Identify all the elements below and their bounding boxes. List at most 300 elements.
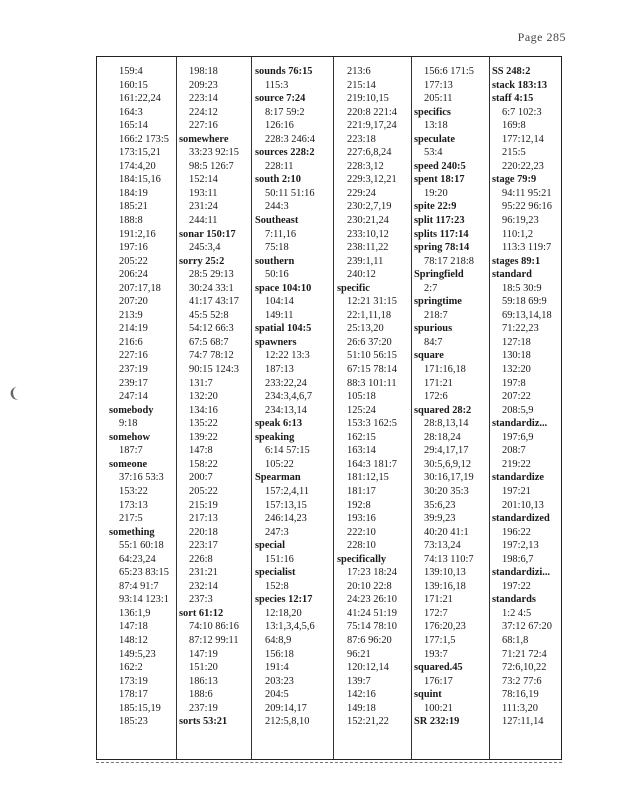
index-reference: 244:11 xyxy=(189,215,218,227)
index-reference: 6:7 102:3 xyxy=(502,106,542,118)
index-reference: 234:3,4,6,7 xyxy=(265,391,313,403)
index-reference: 220:18 xyxy=(189,526,218,538)
index-reference: 151:16 xyxy=(265,553,294,565)
index-reference: 93:14 123:1 xyxy=(119,594,169,606)
index-term: specialist xyxy=(255,567,296,579)
index-reference: 132:20 xyxy=(502,364,531,376)
index-reference: 147:19 xyxy=(189,648,218,660)
index-reference: 176:17 xyxy=(424,675,453,687)
index-reference: 126:16 xyxy=(265,120,294,132)
index-term: springtime xyxy=(414,296,462,308)
index-term: squint xyxy=(414,689,442,701)
index-term: sort 61:12 xyxy=(179,607,224,619)
index-reference: 40:20 41:1 xyxy=(424,526,469,538)
index-reference: 84:7 xyxy=(424,336,443,348)
index-reference: 22:1,11,18 xyxy=(347,309,392,321)
index-reference: 160:15 xyxy=(119,79,148,91)
index-column-1 xyxy=(109,65,175,753)
index-reference: 148:12 xyxy=(119,634,148,646)
index-reference: 149:18 xyxy=(347,702,376,714)
index-term: SR 232:19 xyxy=(414,716,460,728)
index-reference: 1:2 4:5 xyxy=(502,607,532,619)
index-reference: 41:17 43:17 xyxy=(189,296,239,308)
index-reference: 24:23 26:10 xyxy=(347,594,397,606)
index-reference: 78:16,19 xyxy=(502,689,539,701)
index-reference: 142:16 xyxy=(347,689,376,701)
index-term: someone xyxy=(109,458,148,470)
index-reference: 152:8 xyxy=(265,580,289,592)
index-reference: 233:10,12 xyxy=(347,228,389,240)
index-reference: 9:18 xyxy=(119,418,138,430)
index-term: speculate xyxy=(414,133,455,145)
index-reference: 100:21 xyxy=(424,702,453,714)
index-reference: 163:14 xyxy=(347,445,376,457)
index-reference: 184:15,16 xyxy=(119,174,161,186)
index-term: spatial 104:5 xyxy=(255,323,312,335)
index-reference: 227:16 xyxy=(119,350,148,362)
index-reference: 227:6,8,24 xyxy=(347,147,392,159)
index-reference: 185:15,19 xyxy=(119,702,161,714)
index-reference: 187:13 xyxy=(265,364,294,376)
index-reference: 226:8 xyxy=(189,553,213,565)
index-reference: 212:5,8,10 xyxy=(265,716,310,728)
index-reference: 247:14 xyxy=(119,391,148,403)
index-term: standards xyxy=(492,594,536,606)
index-reference: 19:20 xyxy=(424,187,448,199)
index-reference: 74:10 86:16 xyxy=(189,621,239,633)
index-reference: 237:19 xyxy=(189,702,218,714)
index-reference: 207:22 xyxy=(502,391,531,403)
index-term: spent 18:17 xyxy=(414,174,465,186)
index-term: standardiz... xyxy=(492,418,548,430)
index-term: source 7:24 xyxy=(255,93,306,105)
index-column-5 xyxy=(414,65,486,753)
index-reference: 120:12,14 xyxy=(347,662,389,674)
index-reference: 68:1,8 xyxy=(502,634,529,646)
index-reference: 206:24 xyxy=(119,269,148,281)
column-divider xyxy=(333,57,334,759)
index-reference: 152:14 xyxy=(189,174,218,186)
index-term: sources 228:2 xyxy=(255,147,315,159)
index-reference: 177:12,14 xyxy=(502,133,544,145)
index-reference: 130:18 xyxy=(502,350,531,362)
index-reference: 35:6,23 xyxy=(424,499,456,511)
index-reference: 193:7 xyxy=(424,648,448,660)
index-term: staff 4:15 xyxy=(492,93,534,105)
index-reference: 215:19 xyxy=(189,499,218,511)
index-reference: 231:24 xyxy=(189,201,218,213)
index-reference: 30:16,17,19 xyxy=(424,472,474,484)
column-divider xyxy=(251,57,252,759)
index-term: species 12:17 xyxy=(255,594,313,606)
index-reference: 215:5 xyxy=(502,147,526,159)
index-column-2 xyxy=(179,65,249,753)
index-term: SS 248:2 xyxy=(492,66,531,77)
index-reference: 90:15 124:3 xyxy=(189,364,239,376)
index-reference: 205:22 xyxy=(189,485,218,497)
index-reference: 172:6 xyxy=(424,391,448,403)
index-reference: 115:3 xyxy=(265,79,289,91)
index-term: spite 22:9 xyxy=(414,201,457,213)
index-term: sorts 53:21 xyxy=(179,716,228,728)
index-term: spurious xyxy=(414,323,453,335)
index-reference: 139:16,18 xyxy=(424,580,466,592)
index-reference: 162:15 xyxy=(347,431,376,443)
index-reference: 231:21 xyxy=(189,567,218,579)
index-reference: 181:17 xyxy=(347,485,376,497)
index-reference: 223:18 xyxy=(347,133,376,145)
index-reference: 8:17 59:2 xyxy=(265,106,305,118)
index-reference: 111:3,20 xyxy=(502,702,538,714)
index-reference: 192:8 xyxy=(347,499,371,511)
index-reference: 113:3 119:7 xyxy=(502,242,552,254)
index-reference: 162:2 xyxy=(119,662,143,674)
index-reference: 171:21 xyxy=(424,594,453,606)
index-reference: 173:15,21 xyxy=(119,147,161,159)
index-term: sonar 150:17 xyxy=(179,228,236,240)
index-reference: 186:13 xyxy=(189,675,218,687)
index-reference: 71:21 72:4 xyxy=(502,648,547,660)
index-reference: 213:6 xyxy=(347,66,371,77)
index-term: space 104:10 xyxy=(255,282,312,294)
index-reference: 64:8,9 xyxy=(265,634,292,646)
index-reference: 71:22,23 xyxy=(502,323,539,335)
index-reference: 152:21,22 xyxy=(347,716,389,728)
index-reference: 139:22 xyxy=(189,431,218,443)
index-reference: 125:24 xyxy=(347,404,376,416)
index-term: stack 183:13 xyxy=(492,79,548,91)
index-reference: 127:18 xyxy=(502,336,531,348)
index-term: spawners xyxy=(255,336,297,348)
index-term: somebody xyxy=(109,404,154,416)
index-reference: 227:16 xyxy=(189,120,218,132)
index-reference: 64:23,24 xyxy=(119,553,156,565)
index-reference: 59:18 69:9 xyxy=(502,296,547,308)
index-column-3 xyxy=(255,65,325,753)
index-reference: 215:14 xyxy=(347,79,376,91)
index-reference: 238:11,22 xyxy=(347,242,389,254)
index-term: squared.45 xyxy=(414,662,463,674)
index-reference: 191:2,16 xyxy=(119,228,156,240)
index-reference: 51:10 56:15 xyxy=(347,350,397,362)
index-reference: 156:18 xyxy=(265,648,294,660)
index-reference: 161:22,24 xyxy=(119,93,161,105)
index-reference: 191:4 xyxy=(265,662,289,674)
index-reference: 207:20 xyxy=(119,296,148,308)
index-reference: 2:7 xyxy=(424,282,438,294)
index-reference: 20:10 22:8 xyxy=(347,580,392,592)
index-reference: 164:3 181:7 xyxy=(347,458,397,470)
index-reference: 239:1,11 xyxy=(347,255,384,267)
index-reference: 222:10 xyxy=(347,526,376,538)
index-reference: 173:19 xyxy=(119,675,148,687)
index-reference: 134:16 xyxy=(189,404,218,416)
index-reference: 171:16,18 xyxy=(424,364,466,376)
index-reference: 29:4,17,17 xyxy=(424,445,469,457)
index-reference: 105:18 xyxy=(347,391,376,403)
index-reference: 240:12 xyxy=(347,269,376,281)
index-reference: 6:14 57:15 xyxy=(265,445,310,457)
index-reference: 203:23 xyxy=(265,675,294,687)
index-reference: 153:3 162:5 xyxy=(347,418,397,430)
index-reference: 229:3,12,21 xyxy=(347,174,397,186)
index-reference: 165:14 xyxy=(119,120,148,132)
index-term: sounds 76:15 xyxy=(255,66,313,77)
index-reference: 245:3,4 xyxy=(189,242,221,254)
index-reference: 13:1,3,4,5,6 xyxy=(265,621,315,633)
index-reference: 220:8 221:4 xyxy=(347,106,397,118)
index-reference: 87:12 99:11 xyxy=(189,634,239,646)
index-reference: 197:6,9 xyxy=(502,431,534,443)
index-reference: 218:7 xyxy=(424,309,448,321)
index-reference: 87:4 91:7 xyxy=(119,580,159,592)
index-reference: 201:10,13 xyxy=(502,499,544,511)
index-reference: 207:17,18 xyxy=(119,282,161,294)
index-reference: 75:18 xyxy=(265,242,289,254)
index-reference: 110:1,2 xyxy=(502,228,534,240)
index-reference: 244:3 xyxy=(265,201,289,213)
index-reference: 96:21 xyxy=(347,648,371,660)
index-reference: 177:13 xyxy=(424,79,453,91)
index-reference: 26:6 37:20 xyxy=(347,336,392,348)
index-term: specifically xyxy=(337,553,387,565)
index-reference: 220:22,23 xyxy=(502,160,544,172)
index-reference: 213:9 xyxy=(119,309,143,321)
index-reference: 229:24 xyxy=(347,187,376,199)
index-reference: 74:13 110:7 xyxy=(424,553,474,565)
index-reference: 158:22 xyxy=(189,458,218,470)
index-reference: 153:22 xyxy=(119,485,148,497)
index-reference: 223:14 xyxy=(189,93,218,105)
index-term: standardized xyxy=(492,513,550,525)
index-reference: 96:19,23 xyxy=(502,215,539,227)
index-reference: 132:20 xyxy=(189,391,218,403)
column-divider xyxy=(176,57,177,759)
index-reference: 54:12 66:3 xyxy=(189,323,234,335)
index-reference: 187:7 xyxy=(119,445,143,457)
index-reference: 209:23 xyxy=(189,79,218,91)
index-term: south 2:10 xyxy=(255,174,301,186)
index-reference: 127:11,14 xyxy=(502,716,544,728)
index-reference: 204:5 xyxy=(265,689,289,701)
index-term: Spearman xyxy=(255,472,301,484)
index-reference: 12:21 31:15 xyxy=(347,296,397,308)
index-reference: 67:5 68:7 xyxy=(189,336,229,348)
index-reference: 98:5 126:7 xyxy=(189,160,234,172)
index-term: Southeast xyxy=(255,215,299,227)
index-reference: 217:13 xyxy=(189,513,218,525)
column-divider xyxy=(411,57,412,759)
index-reference: 156:6 171:5 xyxy=(424,66,474,77)
index-reference: 224:12 xyxy=(189,106,218,118)
index-reference: 104:14 xyxy=(265,296,294,308)
index-reference: 181:12,15 xyxy=(347,472,389,484)
index-reference: 28:8,13,14 xyxy=(424,418,469,430)
index-reference: 223:17 xyxy=(189,540,218,552)
index-reference: 247:3 xyxy=(265,526,289,538)
index-reference: 198:18 xyxy=(189,66,218,77)
index-reference: 87:6 96:20 xyxy=(347,634,392,646)
page-bottom-rule xyxy=(96,762,562,763)
index-term: split 117:23 xyxy=(414,215,465,227)
index-reference: 37:12 67:20 xyxy=(502,621,552,633)
index-reference: 171:21 xyxy=(424,377,453,389)
index-reference: 197:2,13 xyxy=(502,540,539,552)
index-term: speed 240:5 xyxy=(414,160,466,172)
index-reference: 166:2 173:5 xyxy=(119,133,169,145)
index-table xyxy=(96,56,562,760)
index-reference: 105:22 xyxy=(265,458,294,470)
index-reference: 37:16 53:3 xyxy=(119,472,164,484)
index-reference: 159:4 xyxy=(119,66,143,77)
index-term: standard xyxy=(492,269,532,281)
index-term: specifics xyxy=(414,106,451,118)
index-reference: 74:7 78:12 xyxy=(189,350,234,362)
index-reference: 196:22 xyxy=(502,526,531,538)
index-reference: 50:11 51:16 xyxy=(265,187,315,199)
index-term: squared 28:2 xyxy=(414,404,472,416)
index-reference: 33:23 92:15 xyxy=(189,147,239,159)
index-reference: 178:17 xyxy=(119,689,148,701)
index-reference: 78:17 218:8 xyxy=(424,255,474,267)
index-term: somehow xyxy=(109,431,150,443)
index-reference: 188:8 xyxy=(119,215,143,227)
index-reference: 169:8 xyxy=(502,120,526,132)
index-reference: 230:21,24 xyxy=(347,215,389,227)
index-reference: 13:18 xyxy=(424,120,448,132)
index-reference: 216:6 xyxy=(119,336,143,348)
index-reference: 177:1,5 xyxy=(424,634,456,646)
index-reference: 28:5 29:13 xyxy=(189,269,234,281)
index-term: somewhere xyxy=(179,133,229,145)
index-reference: 75:14 78:10 xyxy=(347,621,397,633)
index-reference: 139:10,13 xyxy=(424,567,466,579)
index-reference: 200:7 xyxy=(189,472,213,484)
index-reference: 30:20 35:3 xyxy=(424,485,469,497)
index-reference: 221:9,17,24 xyxy=(347,120,397,132)
index-reference: 233:22,24 xyxy=(265,377,307,389)
index-reference: 209:14,17 xyxy=(265,702,307,714)
index-reference: 149:11 xyxy=(265,309,294,321)
index-reference: 72:6,10,22 xyxy=(502,662,547,674)
index-reference: 176:20,23 xyxy=(424,621,466,633)
index-term: special xyxy=(255,540,286,552)
index-reference: 185:23 xyxy=(119,716,148,728)
index-reference: 12:22 13:3 xyxy=(265,350,310,362)
index-reference: 197:22 xyxy=(502,580,531,592)
index-reference: 67:15 78:14 xyxy=(347,364,397,376)
index-reference: 193:16 xyxy=(347,513,376,525)
index-reference: 157:13,15 xyxy=(265,499,307,511)
index-reference: 18:5 30:9 xyxy=(502,282,542,294)
index-term: stages 89:1 xyxy=(492,255,541,267)
index-reference: 197:8 xyxy=(502,377,526,389)
index-reference: 131:7 xyxy=(189,377,213,389)
index-reference: 197:16 xyxy=(119,242,148,254)
index-reference: 147:18 xyxy=(119,621,148,633)
index-reference: 239:17 xyxy=(119,377,148,389)
index-reference: 174:4,20 xyxy=(119,160,156,172)
index-reference: 7:11,16 xyxy=(265,228,297,240)
index-reference: 41:24 51:19 xyxy=(347,607,397,619)
index-reference: 25:13,20 xyxy=(347,323,384,335)
index-reference: 135:22 xyxy=(189,418,218,430)
index-reference: 53:4 xyxy=(424,147,443,159)
index-reference: 208:7 xyxy=(502,445,526,457)
index-reference: 39:9,23 xyxy=(424,513,456,525)
index-reference: 228:3,12 xyxy=(347,160,384,172)
index-reference: 198:6,7 xyxy=(502,553,534,565)
index-term: standardize xyxy=(492,472,544,484)
index-reference: 94:11 95:21 xyxy=(502,187,552,199)
index-term: sorry 25:2 xyxy=(179,255,225,267)
index-reference: 232:14 xyxy=(189,580,218,592)
index-reference: 188:6 xyxy=(189,689,213,701)
index-reference: 157:2,4,11 xyxy=(265,485,310,497)
index-reference: 147:8 xyxy=(189,445,213,457)
index-reference: 228:10 xyxy=(347,540,376,552)
margin-mark-icon: ❨ xyxy=(7,386,21,403)
index-reference: 45:5 52:8 xyxy=(189,309,229,321)
index-reference: 73:2 77:6 xyxy=(502,675,542,687)
index-reference: 237:19 xyxy=(119,364,148,376)
index-reference: 219:10,15 xyxy=(347,93,389,105)
index-reference: 230:2,7,19 xyxy=(347,201,392,213)
index-term: stage 79:9 xyxy=(492,174,537,186)
index-reference: 164:3 xyxy=(119,106,143,118)
index-reference: 228:11 xyxy=(265,160,294,172)
index-reference: 172:7 xyxy=(424,607,448,619)
index-reference: 73:13,24 xyxy=(424,540,461,552)
index-reference: 205:11 xyxy=(424,93,453,105)
index-column-6 xyxy=(492,65,560,753)
index-reference: 246:14,23 xyxy=(265,513,307,525)
column-divider xyxy=(489,57,490,759)
index-term: square xyxy=(414,350,444,362)
index-term: southern xyxy=(255,255,295,267)
index-reference: 234:13,14 xyxy=(265,404,307,416)
index-reference: 185:21 xyxy=(119,201,148,213)
index-reference: 136:1,9 xyxy=(119,607,151,619)
index-term: Springfield xyxy=(414,269,464,281)
index-reference: 219:22 xyxy=(502,458,531,470)
index-reference: 139:7 xyxy=(347,675,371,687)
index-reference: 17:23 18:24 xyxy=(347,567,397,579)
index-reference: 193:11 xyxy=(189,187,218,199)
index-reference: 55:1 60:18 xyxy=(119,540,164,552)
index-reference: 12:18,20 xyxy=(265,607,302,619)
index-term: standardizi... xyxy=(492,567,551,579)
index-reference: 30:5,6,9,12 xyxy=(424,458,472,470)
index-term: spring 78:14 xyxy=(414,242,470,254)
index-column-4 xyxy=(337,65,411,753)
index-reference: 217:5 xyxy=(119,513,143,525)
index-reference: 30:24 33:1 xyxy=(189,282,234,294)
page-number: Page 285 xyxy=(517,30,566,44)
index-reference: 208:5,9 xyxy=(502,404,534,416)
index-reference: 88:3 101:11 xyxy=(347,377,397,389)
index-reference: 228:3 246:4 xyxy=(265,133,315,145)
index-reference: 50:16 xyxy=(265,269,289,281)
index-term: speak 6:13 xyxy=(255,418,303,430)
index-reference: 28:18,24 xyxy=(424,431,461,443)
index-reference: 205:22 xyxy=(119,255,148,267)
index-reference: 237:3 xyxy=(189,594,213,606)
index-reference: 95:22 96:16 xyxy=(502,201,552,213)
index-reference: 184:19 xyxy=(119,187,148,199)
index-reference: 149:5,23 xyxy=(119,648,156,660)
index-reference: 69:13,14,18 xyxy=(502,309,552,321)
